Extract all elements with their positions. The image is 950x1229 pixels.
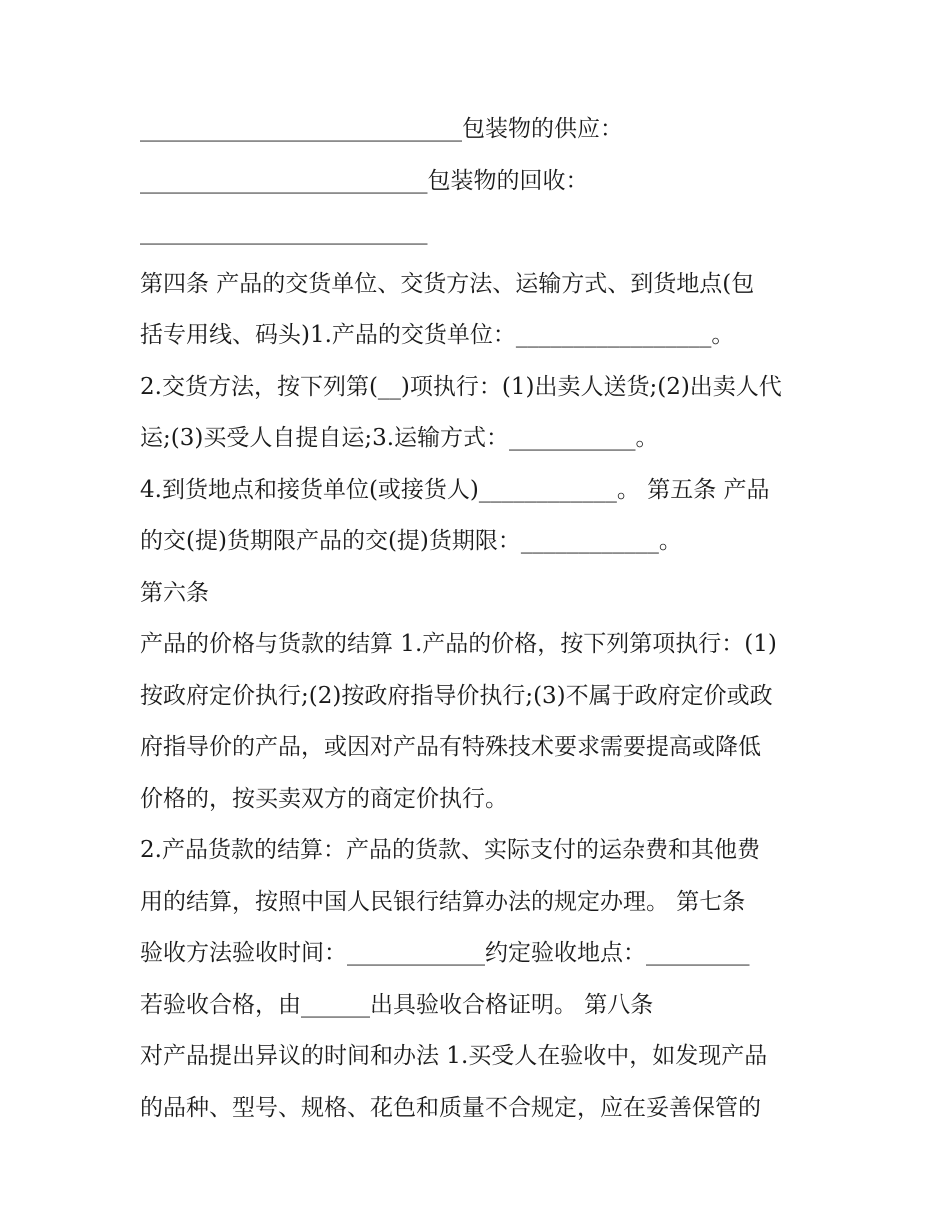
text-line-transport-method: 运;(3)买受人自提自运;3.运输方式：___________。 (140, 425, 659, 451)
text-line-blank: _________________________ (140, 219, 428, 245)
text-line-price-guidance: 府指导价的产品，或因对产品有特殊技术要求需要提高或降低 (140, 734, 761, 760)
text-line-quality: 的品种、型号、规格、花色和质量不合规定，应在妥善保管的 (140, 1094, 761, 1121)
text-line-packaging-supply: ____________________________包装物的供应： (140, 116, 623, 142)
text-line-price-negotiated: 价格的，按买卖双方的商定价执行。 (140, 785, 508, 812)
text-line-delivery-unit: 括专用线、码头)1.产品的交货单位：_________________。 (140, 322, 735, 348)
text-line-price-government: 按政府定价执行;(2)按政府指导价执行;(3)不属于政府定价或政 (140, 682, 773, 709)
text-line-objection: 对产品提出异议的时间和办法 1.买受人在验收中，如发现产品 (140, 1043, 768, 1069)
text-line-packaging-recycling: _________________________包装物的回收： (140, 167, 589, 194)
text-line-article-4-title: 第四条 产品的交货单位、交货方法、运输方式、到货地点(包 (140, 270, 755, 297)
text-line-delivery-period: 的交(提)货期限产品的交(提)货期限：____________。 (140, 528, 682, 554)
text-line-price-settlement: 产品的价格与货款的结算 1.产品的价格，按下列第项执行：(1) (140, 631, 777, 657)
text-line-delivery-method: 2.交货方法，按下列第(__)项执行：(1)出卖人送货;(2)出卖人代 (140, 373, 782, 400)
document-body (140, 104, 810, 1134)
text-line-inspection-time: 验收方法验收时间：____________约定验收地点：_________ (140, 940, 750, 966)
text-line-payment-rules: 用的结算，按照中国人民银行结算办法的规定办理。 第七条 (140, 888, 746, 915)
text-line-delivery-location: 4.到货地点和接货单位(或接货人)____________。 第五条 产品 (140, 476, 770, 503)
text-line-inspection-certificate: 若验收合格，由______出具验收合格证明。 第八条 (140, 991, 654, 1018)
text-line-payment-settlement: 2.产品货款的结算：产品的货款、实际支付的运杂费和其他费 (140, 837, 760, 863)
text-line-article-6: 第六条 (140, 579, 209, 606)
